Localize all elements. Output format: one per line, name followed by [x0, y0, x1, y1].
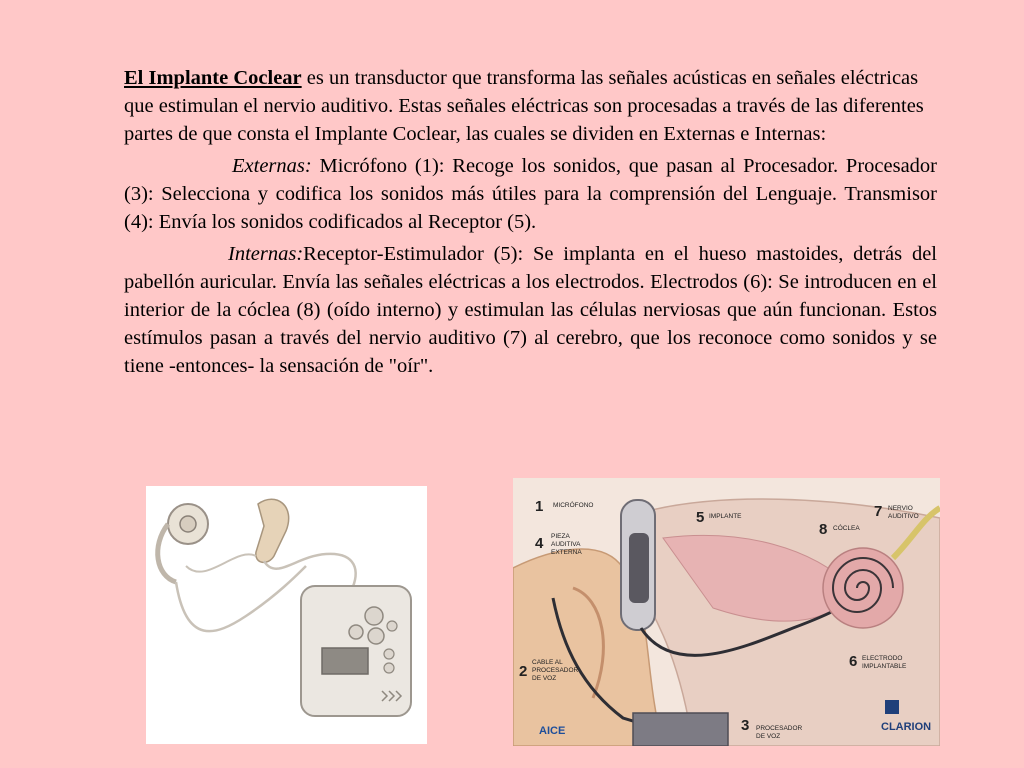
- intro-title: El Implante Coclear: [124, 67, 302, 89]
- label-6-num: 6: [849, 653, 858, 670]
- label-7-text-1: NERVIO: [888, 505, 913, 512]
- aice-logo: AICE: [539, 725, 566, 737]
- internas-paragraph: [124, 240, 937, 380]
- label-2-num: 2: [519, 663, 528, 680]
- label-3-text-1: PROCESADOR: [756, 725, 803, 732]
- ear-piece-icon: [256, 499, 289, 562]
- externas-paragraph: [124, 152, 937, 236]
- text-block: [124, 64, 937, 380]
- label-6-text-1: ELECTRODO: [862, 655, 903, 662]
- cochlea-icon: [823, 548, 903, 628]
- externas-label: Externas:: [232, 155, 312, 177]
- processor-icon: [633, 713, 728, 746]
- label-2-text-3: DE VOZ: [532, 675, 557, 682]
- label-3-text-2: DE VOZ: [756, 733, 781, 740]
- label-4-num: 4: [535, 535, 544, 552]
- label-5-num: 5: [696, 509, 705, 526]
- label-8-num: 8: [819, 521, 828, 538]
- label-4-text-3: EXTERNA: [551, 549, 582, 556]
- clarion-logo-icon: [885, 700, 899, 714]
- clarion-logo: CLARION: [881, 721, 932, 733]
- display-screen: [322, 648, 368, 674]
- label-4-text-1: PIEZA: [551, 533, 570, 540]
- label-1-num: 1: [535, 498, 544, 515]
- externas-text: Micrófono (1): Recoge los sonidos, que pasan al Procesador. Procesador (3): Selecciona y codifica los sonidos más útiles para la comprensión del Lenguaje. Transmisor (4): Envía los sonidos codificados al Receptor (5).: [124, 155, 937, 233]
- internas-label: Internas:: [228, 243, 304, 265]
- device-photo: [146, 486, 427, 744]
- device-illustration: [146, 486, 427, 744]
- label-5-text: IMPLANTE: [709, 513, 742, 520]
- label-4-text-2: AUDITIVA: [551, 541, 581, 548]
- label-7-text-2: AUDITIVO: [888, 513, 919, 520]
- ear-diagram: [513, 478, 940, 746]
- label-2-text-2: PROCESADOR: [532, 667, 579, 674]
- label-2-text-1: CABLE AL: [532, 659, 563, 666]
- intro-paragraph: [124, 64, 937, 148]
- internas-text: Receptor-Estimulador (5): Se implanta en el hueso mastoides, detrás del pabellón auricular. Envía las señales eléctricas a los electrodos. Electrodos (6): Se introducen en el interior de la cóclea (8) (oído interno) y estimulan las células nerviosas que aún funcionan. Estos estímulos pasan a través del nervio auditivo (7) al cerebro, que los reconoce como sonidos y se tiene -entonces- la sensación de "oír".: [124, 243, 937, 377]
- label-3-num: 3: [741, 717, 750, 734]
- intro-text: es un transductor que transforma las señales acústicas en señales eléctricas que estimulan el nervio auditivo. Estas señales eléctricas son procesadas a través de las diferentes partes de que consta el Implante Coclear, las cuales se dividen en Externas e Internas:: [124, 67, 924, 145]
- label-6-text-2: IMPLANTABLE: [862, 663, 907, 670]
- label-1-text: MICRÓFONO: [553, 502, 594, 509]
- label-8-text: CÓCLEA: [833, 525, 860, 532]
- ear-anatomy-illustration: [513, 478, 940, 746]
- label-7-num: 7: [874, 503, 883, 520]
